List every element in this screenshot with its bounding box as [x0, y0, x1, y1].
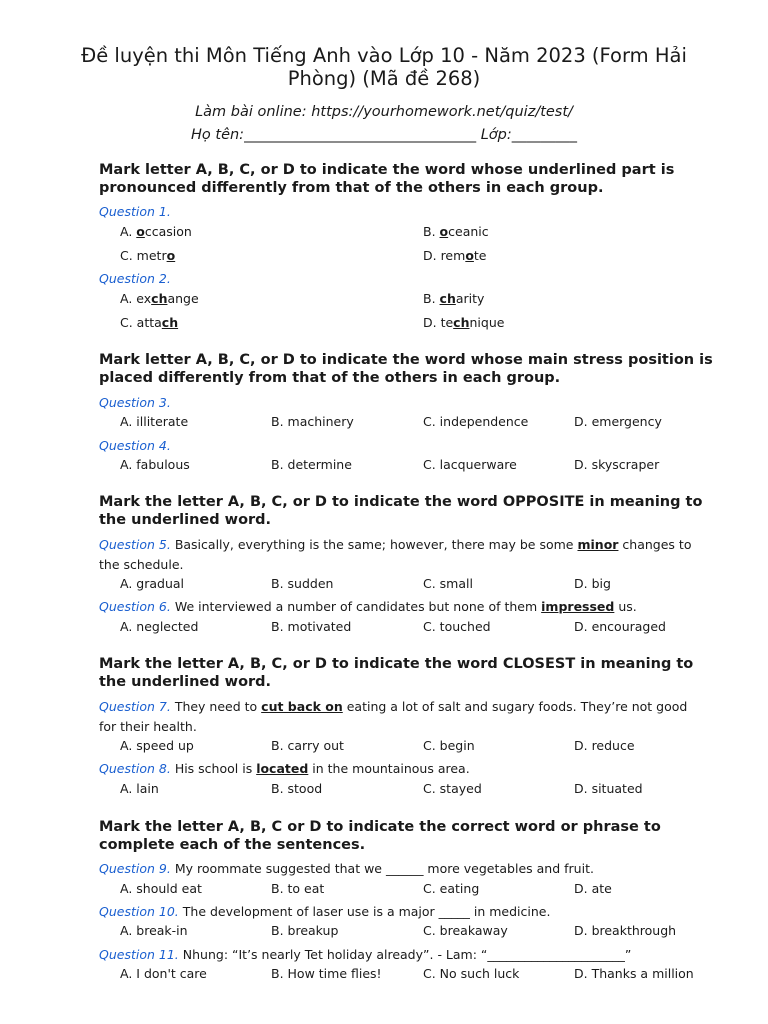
q3-option-c: C. independence: [423, 414, 529, 429]
q2-option-d: D. technique: [423, 315, 505, 330]
q11-option-c: C. No such luck: [423, 966, 520, 981]
q5-option-c: C. small: [423, 576, 473, 591]
question-label: Question 1: [99, 204, 167, 219]
underlined-word: impressed: [541, 599, 615, 614]
question-label: Question 3: [99, 395, 167, 410]
online-link-line: [0, 102, 768, 122]
q11-option-a: A. I don't care: [120, 966, 207, 981]
q7-option-d: D. reduce: [574, 738, 635, 753]
question-label: Question 10: [99, 904, 175, 919]
question-11: Question 11. Nhung: “It’s nearly Tet holiday already”. - Lam: “______________________”: [99, 947, 632, 962]
q11-option-d: D. Thanks a million: [574, 966, 694, 981]
q7-option-a: A. speed up: [120, 738, 194, 753]
q1-option-a: A. occasion: [120, 224, 192, 239]
question-label: Question 11: [99, 947, 175, 962]
underlined-word: minor: [577, 537, 619, 552]
question-6: Question 6. We interviewed a number of candidates but none of them impressed us.: [99, 599, 637, 614]
q9-option-a: A. should eat: [120, 881, 202, 896]
section-5-instruction: Mark the letter A, B, C or D to indicate the correct word or phrase to complete each of the sentences.: [99, 819, 661, 853]
q8-option-a: A. lain: [120, 781, 159, 796]
q1-option-d: D. remote: [423, 248, 487, 263]
q10-option-b: B. breakup: [271, 923, 339, 938]
question-label: Question 7: [99, 699, 167, 714]
class-label: Lớp:: [480, 127, 512, 143]
online-url-link[interactable]: https://yourhomework.net/quiz/test/: [311, 104, 573, 120]
q5-option-a: A. gradual: [120, 576, 185, 591]
q9-option-b: B. to eat: [271, 881, 325, 896]
q10-option-c: C. breakaway: [423, 923, 508, 938]
q9-option-d: D. ate: [574, 881, 612, 896]
question-label: Question 4: [99, 438, 167, 453]
q1-option-c: C. metro: [120, 248, 176, 263]
online-label: Làm bài online:: [195, 104, 312, 120]
page-title: Đề luyện thi Môn Tiếng Anh vào Lớp 10 - Năm 2023 (Form Hải Phòng) (Mã đề 268): [81, 44, 687, 90]
q4-option-c: C. lacquerware: [423, 457, 517, 472]
q11-option-b: B. How time flies!: [271, 966, 382, 981]
section-2-instruction: Mark letter A, B, C, or D to indicate the word whose main stress position is placed differently from that of the others in each group.: [99, 352, 713, 386]
q6-option-a: A. neglected: [120, 619, 199, 634]
section-1-instruction: Mark letter A, B, C, or D to indicate the word whose underlined part is pronounced differently from that of the others in each group.: [99, 162, 675, 196]
q8-option-c: C. stayed: [423, 781, 482, 796]
question-8: Question 8. His school is located in the mountainous area.: [99, 761, 470, 776]
q4-option-b: B. determine: [271, 457, 352, 472]
q10-option-a: A. break-in: [120, 923, 188, 938]
question-7: Question 7. They need to cut back on eating a lot of salt and sugary foods. They’re not good for their health.: [99, 699, 688, 734]
q7-option-b: B. carry out: [271, 738, 344, 753]
q8-option-b: B. stood: [271, 781, 323, 796]
q6-option-b: B. motivated: [271, 619, 352, 634]
q4-option-a: A. fabulous: [120, 457, 190, 472]
question-3: Question 3.: [99, 395, 171, 410]
q4-option-d: D. skyscraper: [574, 457, 660, 472]
q3-option-a: A. illiterate: [120, 414, 189, 429]
name-field: ________________________________: [244, 127, 477, 143]
question-text: The development of laser use is a major _____ in medicine.: [182, 904, 551, 919]
q5-option-b: B. sudden: [271, 576, 334, 591]
question-text: Basically, everything is the same; however, there may be some: [174, 537, 578, 552]
question-label: Question 9: [99, 861, 167, 876]
q7-option-c: C. begin: [423, 738, 475, 753]
question-1: Question 1.: [99, 204, 171, 219]
question-label: Question 6: [99, 599, 167, 614]
question-9: Question 9. My roommate suggested that we ______ more vegetables and fruit.: [99, 861, 594, 876]
question-text: His school is: [174, 761, 257, 776]
q2-option-a: A. exchange: [120, 291, 199, 306]
question-5: Question 5. Basically, everything is the same; however, there may be some minor changes to the schedule.: [99, 537, 692, 572]
question-text: We interviewed a number of candidates but none of them: [174, 599, 542, 614]
q6-option-c: C. touched: [423, 619, 491, 634]
question-4: Question 4.: [99, 438, 171, 453]
name-class-line: [0, 125, 768, 145]
q10-option-d: D. breakthrough: [574, 923, 677, 938]
section-3-instruction: Mark the letter A, B, C, or D to indicate the word OPPOSITE in meaning to the underlined word.: [99, 494, 703, 528]
question-label: Question 2: [99, 271, 167, 286]
q9-option-c: C. eating: [423, 881, 480, 896]
q5-option-d: D. big: [574, 576, 611, 591]
class-field: _________: [511, 127, 577, 143]
question-label: Question 8: [99, 761, 167, 776]
underlined-word: located: [256, 761, 309, 776]
question-10: Question 10. The development of laser use is a major _____ in medicine.: [99, 904, 551, 919]
q2-option-c: C. attach: [120, 315, 179, 330]
underlined-word: cut back on: [261, 699, 343, 714]
q3-option-b: B. machinery: [271, 414, 354, 429]
name-label: Họ tên:: [191, 127, 245, 143]
q8-option-d: D. situated: [574, 781, 643, 796]
question-text: Nhung: “It’s nearly Tet holiday already”. - Lam: “______________________”: [182, 947, 632, 962]
q2-option-b: B. charity: [423, 291, 485, 306]
q1-option-b: B. oceanic: [423, 224, 489, 239]
section-4-instruction: Mark the letter A, B, C, or D to indicate the word CLOSEST in meaning to the underlined word.: [99, 656, 694, 690]
q3-option-d: D. emergency: [574, 414, 662, 429]
question-label: Question 5: [99, 537, 167, 552]
question-text: My roommate suggested that we ______ more vegetables and fruit.: [174, 861, 594, 876]
question-text: They need to: [174, 699, 262, 714]
q6-option-d: D. encouraged: [574, 619, 666, 634]
question-2: Question 2.: [99, 271, 171, 286]
